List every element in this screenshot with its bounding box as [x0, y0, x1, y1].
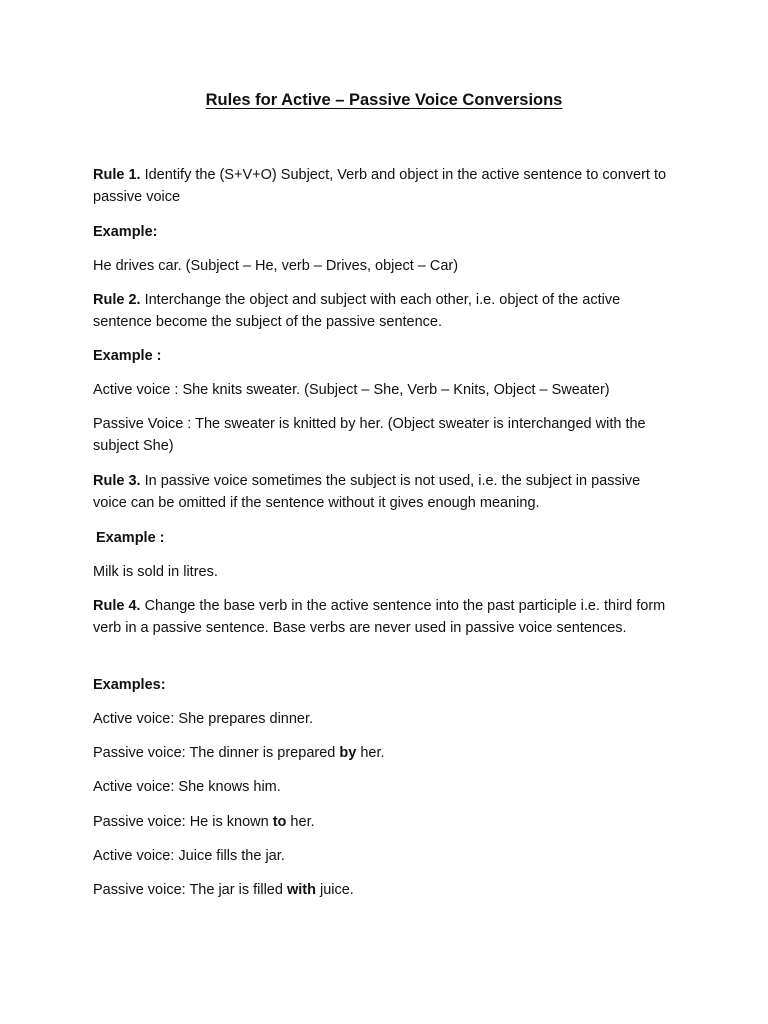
page-title: Rules for Active – Passive Voice Conversions — [205, 91, 563, 109]
rule-4-example-2-preposition: to — [272, 814, 287, 830]
rule-4-example-2-passive-text: Passive voice: He is known — [93, 814, 273, 830]
rule-3-example: Milk is sold in litres. — [93, 564, 218, 580]
rule-3-text: In passive voice sometimes the subject is not used, i.e. the subject in passive voice can be omitted if the sentence without it gives enough meaning. — [93, 473, 641, 511]
rule-1-text: Identify the (S+V+O) Subject, Verb and object in the active sentence to convert to passive voice — [93, 167, 667, 205]
rule-4-example-3-active: Active voice: Juice fills the jar. — [93, 848, 285, 864]
rule-2-example-heading: Example : — [93, 348, 162, 364]
rule-4-paragraph — [93, 595, 673, 639]
rule-1-example: He drives car. (Subject – He, verb – Drives, object – Car) — [93, 258, 459, 274]
rule-1-paragraph — [93, 164, 673, 208]
rule-2-label: Rule 2. — [93, 292, 141, 308]
rule-4-examples-heading: Examples: — [93, 677, 166, 693]
rule-4-example-1-passive-text: Passive voice: The dinner is prepared — [93, 745, 340, 761]
rule-4-label: Rule 4. — [93, 598, 141, 614]
rule-4-example-1-passive-end: her. — [356, 745, 385, 761]
rule-3-paragraph — [93, 470, 673, 514]
rule-4-example-1-preposition: by — [339, 745, 357, 761]
rule-2-paragraph — [93, 289, 673, 333]
rule-1-label: Rule 1. — [93, 167, 141, 183]
rule-4-example-3-passive-end: juice. — [315, 882, 354, 898]
rule-4-example-2-active: Active voice: She knows him. — [93, 779, 281, 795]
rule-4-example-3-passive — [93, 879, 673, 901]
rule-4-example-3-preposition: with — [286, 882, 316, 898]
rule-3-example-heading: Example : — [96, 530, 165, 546]
rule-2-active-example: Active voice : She knits sweater. (Subject – She, Verb – Knits, Object – Sweater) — [93, 382, 610, 398]
rule-2-passive-example: Passive Voice : The sweater is knitted by her. (Object sweater is interchanged with the subject She) — [93, 416, 646, 454]
rule-4-example-1-active: Active voice: She prepares dinner. — [93, 711, 314, 727]
rule-4-text: Change the base verb in the active sentence into the past participle i.e. third form verb in a passive sentence. Base verbs are never used in passive voice sentences. — [93, 598, 666, 636]
rule-4-example-3-passive-text: Passive voice: The jar is filled — [93, 882, 287, 898]
rule-1-example-heading: Example: — [93, 224, 158, 240]
rule-2-text: Interchange the object and subject with each other, i.e. object of the active sentence become the subject of the passive sentence. — [93, 292, 621, 330]
rule-4-example-2-passive — [93, 811, 673, 833]
rule-4-example-2-passive-end: her. — [286, 814, 315, 830]
rule-3-label: Rule 3. — [93, 473, 141, 489]
rule-4-example-1-passive — [93, 742, 673, 764]
